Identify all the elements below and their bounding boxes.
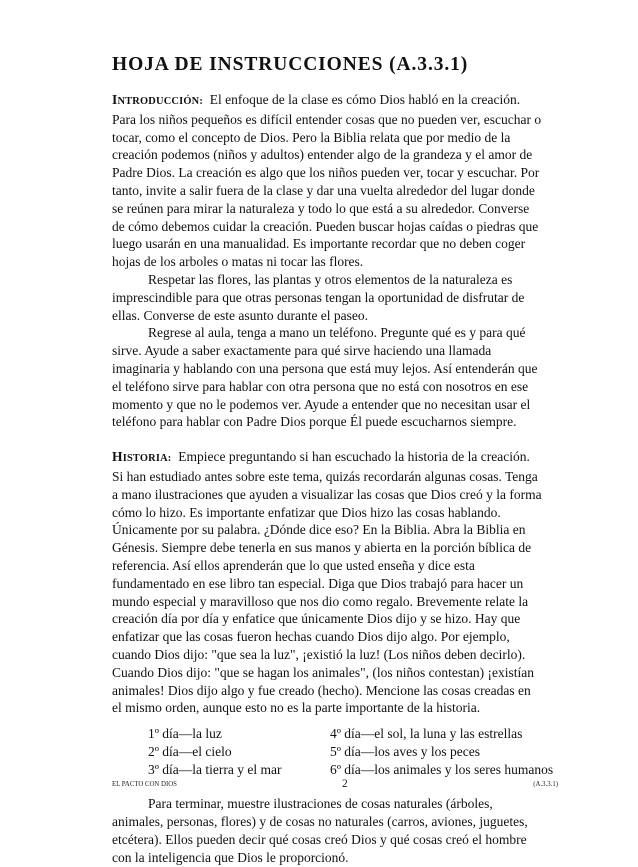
day-item: 4º día—el sol, la luna y las estrellas [330, 726, 523, 742]
page-title: HOJA DE INSTRUCCIONES (A.3.3.1) [112, 54, 469, 75]
footer-book-title: EL PACTO CON DIOS [112, 781, 177, 788]
day-item: 2º día—el cielo [148, 743, 232, 759]
day-item: 1º día—la luz [148, 726, 222, 742]
intro-paragraph-2: Respetar las flores, las plantas y otros elementos de la naturaleza es imprescindible para que otras personas tengan la oportunidad de disfrutar de ellas. Converse de este asunto durante el paseo. [112, 271, 525, 323]
historia-label: HISTORIA: [112, 449, 172, 465]
creation-days-list [112, 725, 554, 778]
day-item: 3º día—la tierra y el mar [148, 761, 282, 777]
day-item: 6º día—los animales y los seres humanos [330, 761, 554, 777]
intro-text: El enfoque de la clase es cómo Dios habló en la creación. Para los niños pequeños es difícil entender cosas que no pueden ver, escuchar o tocar, como el concepto de Dios. Pero la Biblia relata que por medio de la creación podemos (niños y adultos) entender algo de la grandeza y el amor de Padre Dios. La creación es algo que los niños pueden ver, tocar y escuchar. Por tanto, invite a salir fuera de la clase y dar una vuelta alrededor del lugar donde se reúnen para mirar la naturaleza y todo lo que está a su alrededor. Converse de cómo debemos cuidar la creación. Pueden buscar hojas caídas o piedras que luego usarán en una manualidad. Es importante recordar que no deben coger hojas de los arboles o matas ni tocar las flores. [112, 92, 542, 270]
page-number: 2 [342, 778, 348, 790]
intro-label: INTRODUCCIÓN: [112, 92, 203, 107]
closing-paragraph: Para terminar, muestre ilustraciones de cosas naturales (árboles, animales, personas, flores) y de cosas no naturales (carros, aviones, juguetes, etcétera). Ellos pueden decir qué cosas creó Dios y qué cosas creó el hombre con la inteligencia que Dios le proporcionó. [112, 796, 528, 865]
historia-paragraph [112, 448, 542, 717]
page-footer [112, 778, 558, 792]
footer-section-code: (A.3.3.1) [533, 781, 558, 788]
historia-text: Empiece preguntando si han escuchado la historia de la creación. Si han estudiado antes sobre este tema, quizás recordarán algunas cosas. Tenga a mano ilustraciones que ayuden a visualizar las cosas que Dios creó y la forma cómo lo hizo. Es importante enfatizar que Dios hizo las cosas hablando. Únicamente por su palabra. ¿Dónde dice eso? En la Biblia. Abra la Biblia en Génesis. Siempre debe tenerla en sus manos y abierta en la porción bíblica de referencia. Así ellos aprenderán que lo que usted enseña y dice esta fundamentado en ese libro tan especial. Diga que Dios trabajó para hacer un mundo especial y maravilloso que nos dio como regalo. Brevemente relate la creación día por día y enfatice que únicamente Dios dijo y se hizo. Hay que enfatizar que las cosas fueron hechas cuando Dios dijo algo. Por ejemplo, cuando Dios dijo: "que sea la luz", ¡existió la luz! (Los niños deben decirlo). Cuando Dios dijo: "que se hagan los animales", (los niños contestan) ¡existían animales! Dios dijo algo y fue creado (hecho). Mencione las cosas creadas en el mismo orden, aunque esto no es la parte importante de la historia. [112, 449, 542, 716]
intro-paragraph-3: Regrese al aula, tenga a mano un teléfono. Pregunte qué es y para qué sirve. Ayude a saber exactamente para qué sirve haciendo una llamada imaginaria y hablando con una persona que está muy lejos. Así entenderán que el teléfono sirve para hablar con otra persona que no está con nosotros en ese momento y que no le podemos ver. Ayude a entender que no necesitan usar el teléfono para hablar con Padre Dios porque Él puede escucharnos siempre. [112, 325, 538, 430]
day-item: 5º día—los aves y los peces [330, 743, 481, 759]
intro-paragraph [112, 91, 542, 271]
section-spacer [112, 431, 542, 448]
